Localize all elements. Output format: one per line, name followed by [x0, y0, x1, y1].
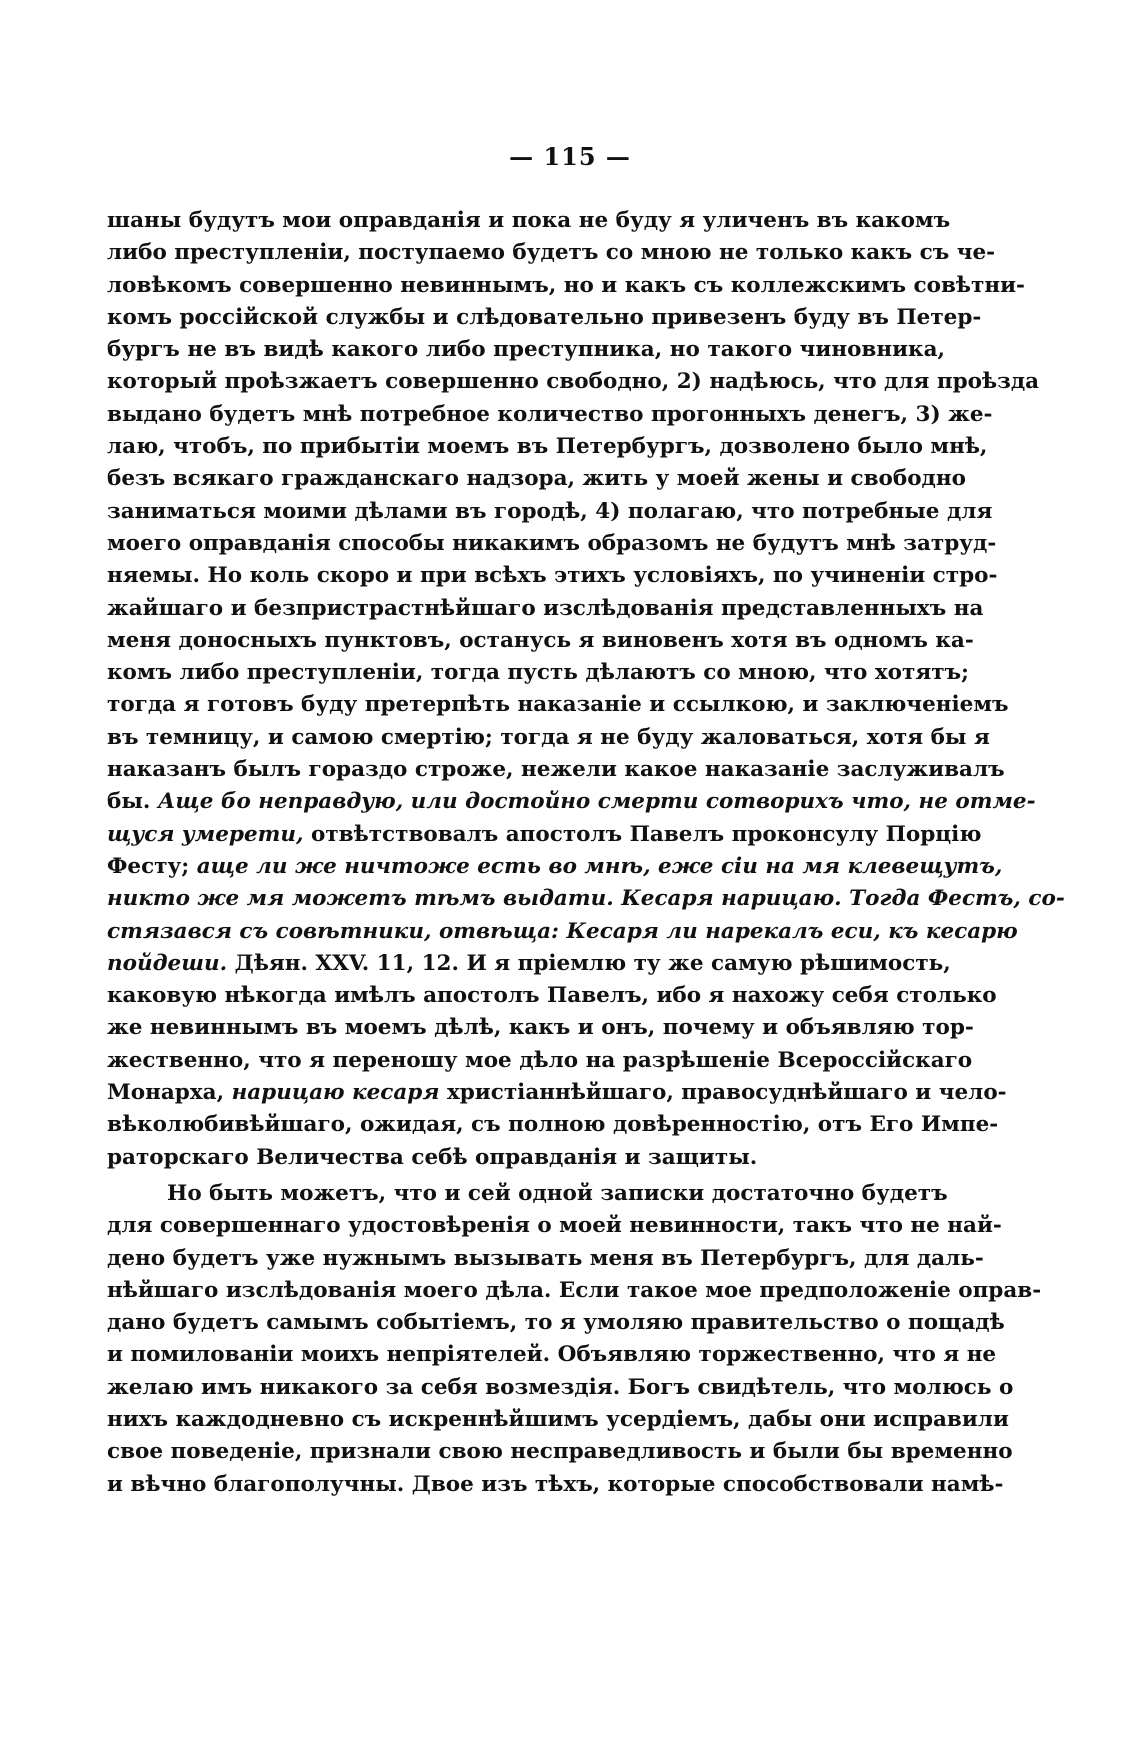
text-line — [107, 205, 951, 237]
text-segment: тогда я готовъ буду претерпѣть наказаніе и ссылкою, и заключеніемъ — [107, 692, 1009, 718]
text-line — [107, 1243, 984, 1275]
text-segment: безъ всякаго гражданскаго надзора, жить у моей жены и свободно — [107, 466, 966, 492]
text-line — [107, 302, 982, 334]
text-segment: жайшаго и безпристрастнѣйшаго изслѣдованія представленныхъ на — [107, 595, 984, 621]
text-line — [107, 366, 1040, 398]
text-line — [107, 1210, 1002, 1242]
italic-quote-segment: никто же мя можетъ тѣмъ выдати. Кесаря нарицаю. Тогда Фестъ, со- — [107, 886, 1065, 912]
text-line — [107, 722, 990, 754]
text-line — [107, 1436, 1013, 1468]
text-line — [107, 1142, 945, 1174]
text-line — [107, 980, 997, 1012]
text-segment: выдано будетъ мнѣ потребное количество прогонныхъ денегъ, 3) же- — [107, 401, 993, 427]
text-segment: ловѣкомъ совершенно невиннымъ, но и какъ съ коллежскимъ совѣтни- — [107, 272, 1025, 298]
text-line — [107, 1178, 948, 1210]
paragraph-1 — [107, 205, 1065, 1174]
text-segment: Монарха, — [107, 1080, 232, 1106]
text-line — [107, 528, 997, 560]
paragraph-2 — [107, 1178, 1042, 1501]
text-segment: лаю, чтобъ, по прибытіи моемъ въ Петербургъ, дозволено было мнѣ, — [107, 434, 988, 460]
text-segment: каковую нѣкогда имѣлъ апостолъ Павелъ, ибо я нахожу себя столько — [107, 983, 997, 1009]
text-segment: моего оправданія способы никакимъ образомъ не будутъ мнѣ затруд- — [107, 530, 997, 556]
text-line — [107, 1404, 1009, 1436]
text-segment: желаю имъ никакого за себя возмездія. Богъ свидѣтель, что молюсь о — [107, 1374, 1014, 1400]
italic-quote-segment: нарицаю кесаря — [231, 1080, 440, 1106]
text-segment: Фесту; — [107, 853, 197, 879]
italic-quote-segment: аще ли же ничтоже есть во мнѣ, еже сіи на мя клевещутъ, — [196, 853, 1003, 879]
text-line — [107, 689, 1009, 721]
text-segment: для совершеннаго удостовѣренія о моей невинности, такъ что не най- — [107, 1213, 1002, 1239]
text-segment: бы. — [107, 789, 158, 815]
text-segment: отвѣтствовалъ апостолъ Павелъ проконсулу Порцію — [303, 821, 982, 847]
text-segment: шаны будутъ мои оправданія и пока не буду я уличенъ въ какомъ — [107, 208, 951, 233]
italic-quote-segment: Аще бо неправдую, или достойно смерти сотворихъ что, не отме- — [157, 789, 1036, 815]
text-segment: христіаннѣйшаго, правосуднѣйшаго и чело- — [439, 1080, 1007, 1106]
text-segment: наказанъ былъ гораздо строже, нежели какое наказаніе заслуживалъ — [107, 757, 1005, 783]
text-line — [107, 625, 974, 657]
text-line — [107, 431, 988, 463]
text-line — [107, 496, 993, 528]
text-segment: меня доносныхъ пунктовъ, останусь я виновенъ хотя въ одномъ ка- — [107, 627, 974, 653]
text-line — [107, 1307, 1005, 1339]
text-line — [107, 1469, 1004, 1501]
text-line — [107, 657, 969, 689]
italic-quote-segment: пойдеши. — [107, 950, 228, 976]
text-segment: который проѣзжаетъ совершенно свободно, 2) надѣюсь, что для проѣзда — [107, 369, 1040, 395]
text-segment: въ темницу, и самою смертію; тогда я не буду жаловаться, хотя бы я — [107, 724, 990, 750]
text-line — [107, 237, 996, 269]
text-line — [107, 1372, 1014, 1404]
text-segment: нихъ каждодневно съ искреннѣйшимъ усердіемъ, дабы они исправили — [107, 1406, 1009, 1432]
text-segment: дано будетъ самымъ событіемъ, то я умоляю правительство о пощадѣ — [107, 1310, 1005, 1336]
text-segment: жественно, что я переношу мое дѣло на разрѣшеніе Всероссійскаго — [107, 1047, 973, 1073]
text-segment: и вѣчно благополучны. Двое изъ тѣхъ, которые способствовали намѣ- — [107, 1471, 1004, 1497]
text-segment: раторскаго Величества себѣ оправданія и защиты. — [107, 1144, 758, 1170]
text-line — [107, 560, 998, 592]
text-line — [107, 883, 1065, 915]
text-segment: вѣколюбивѣйшаго, ожидая, съ полною довѣренностію, отъ Его Импе- — [107, 1112, 999, 1138]
text-line — [107, 916, 1018, 948]
text-line — [107, 948, 951, 980]
italic-quote-segment: щуся умерети, — [107, 821, 304, 847]
text-line — [107, 1339, 997, 1371]
text-segment: свое поведеніе, признали свою несправедливость и были бы временно — [107, 1439, 1013, 1465]
text-line — [107, 754, 1005, 786]
text-line — [107, 1275, 1042, 1307]
text-line — [107, 399, 993, 431]
page-number: — 115 — — [509, 142, 631, 171]
text-segment: комъ россійской службы и слѣдовательно привезенъ буду въ Петер- — [107, 304, 982, 330]
text-segment: либо преступленіи, поступаемо будетъ со мною не только какъ съ че- — [107, 240, 996, 266]
italic-quote-segment: стязався съ совѣтники, отвѣща: Кесаря ли нарекалъ еси, къ кесарю — [107, 918, 1018, 944]
text-segment: же невиннымъ въ моемъ дѣлѣ, какъ и онъ, почему и объявляю тор- — [107, 1015, 974, 1041]
text-line — [107, 1077, 1007, 1109]
text-segment: Дѣян. XXV. 11, 12. И я пріемлю ту же самую рѣшимость, — [227, 950, 951, 976]
text-segment: бургъ не въ видѣ какого либо преступника, но такого чиновника, — [107, 337, 945, 363]
text-line — [107, 1012, 974, 1044]
text-line — [107, 851, 1003, 883]
text-line — [107, 1045, 973, 1077]
text-line — [107, 463, 966, 495]
text-segment: заниматься моими дѣлами въ городѣ, 4) полагаю, что потребные для — [107, 498, 993, 524]
body-text — [107, 205, 1065, 1501]
text-segment: Но быть можетъ, что и сей одной записки достаточно будетъ — [167, 1180, 948, 1206]
text-line — [107, 593, 984, 625]
text-segment: нѣйшаго изслѣдованія моего дѣла. Если такое мое предположеніе оправ- — [107, 1277, 1042, 1303]
text-segment: дено будетъ уже нужнымъ вызывать меня въ Петербургъ, для даль- — [107, 1245, 984, 1271]
text-line — [107, 819, 982, 851]
text-line — [107, 786, 1036, 818]
text-line — [107, 334, 945, 366]
text-segment: комъ либо преступленіи, тогда пусть дѣлаютъ со мною, что хотятъ; — [107, 660, 969, 686]
text-segment: няемы. Но коль скоро и при всѣхъ этихъ условіяхъ, по учиненіи стро- — [107, 563, 998, 589]
text-line — [107, 270, 1025, 302]
text-line — [107, 1109, 999, 1141]
text-segment: и помилованіи моихъ непріятелей. Объявляю торжественно, что я не — [107, 1342, 997, 1368]
